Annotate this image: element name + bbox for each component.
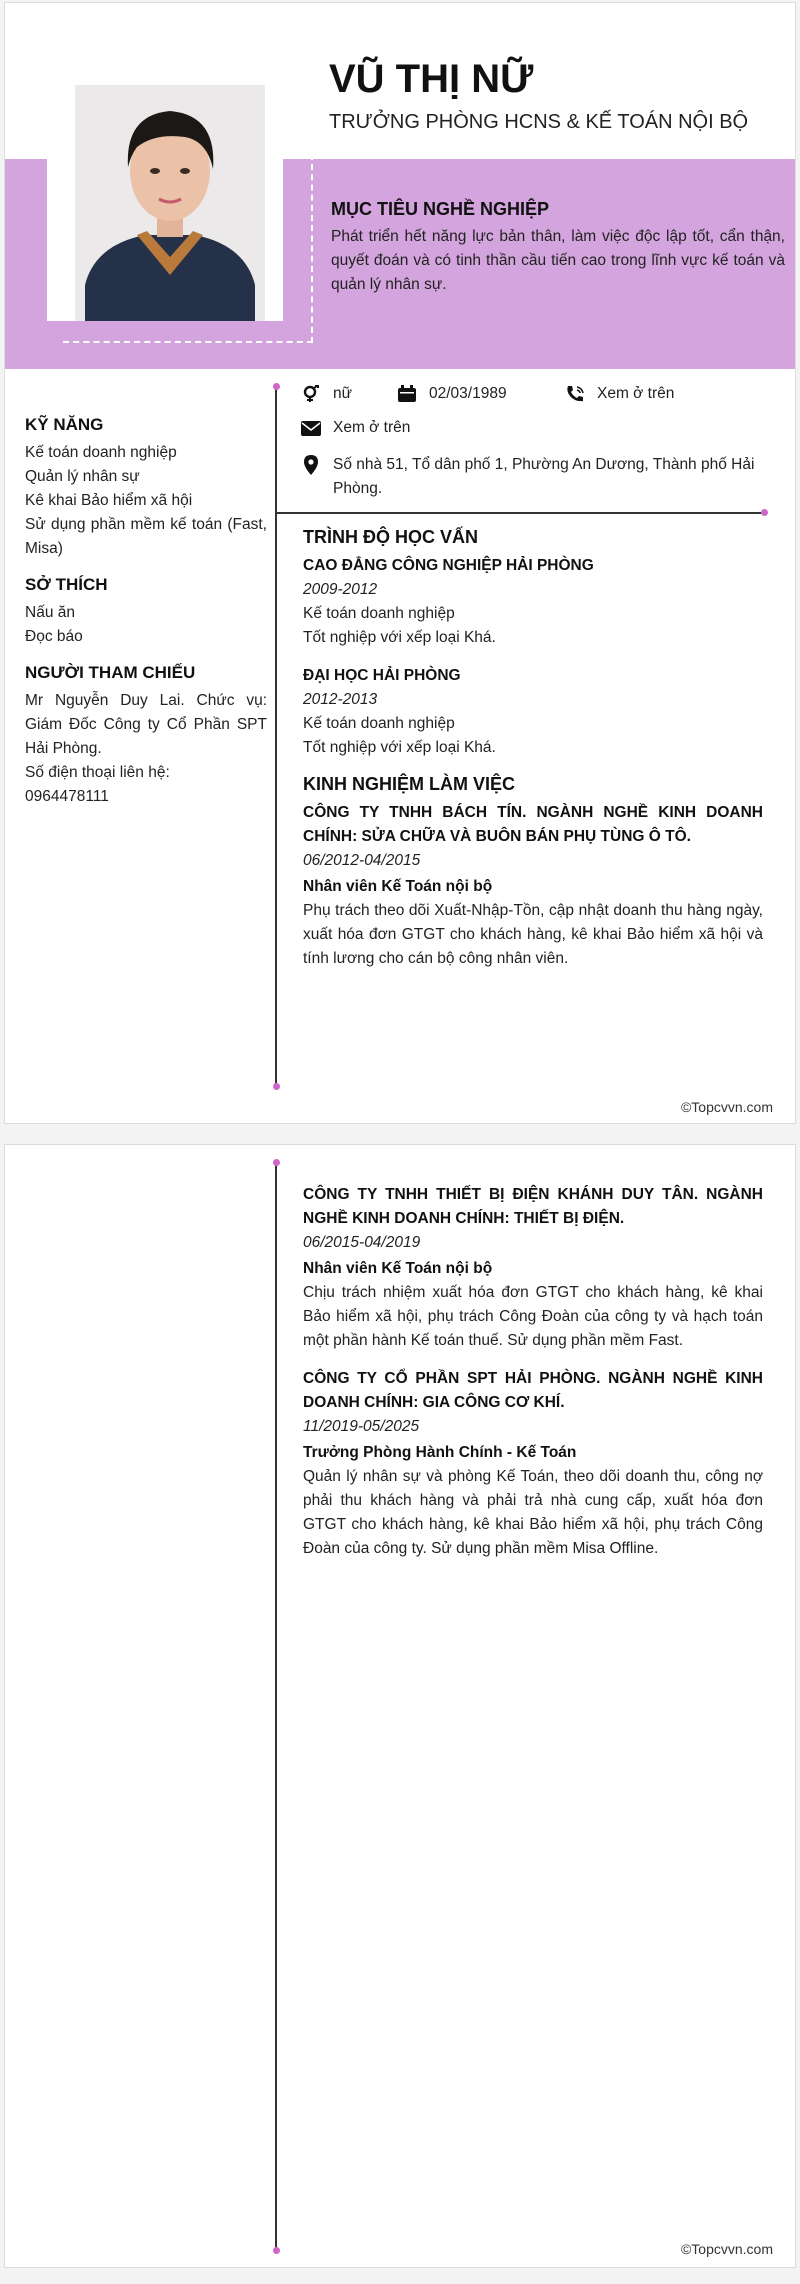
timeline-line — [275, 386, 277, 1086]
experience-role: Trưởng Phòng Hành Chính - Kế Toán — [303, 1444, 577, 1461]
info-email — [301, 419, 410, 437]
gender-icon — [301, 385, 321, 403]
education-title: TRÌNH ĐỘ HỌC VẤN — [303, 527, 478, 547]
timeline-dot-bottom — [273, 1083, 280, 1090]
dob-value: 02/03/1989 — [429, 385, 507, 402]
skill-item: Kê khai Bảo hiểm xã hội — [25, 492, 193, 509]
calendar-icon — [397, 385, 417, 403]
experience-role: Nhân viên Kế Toán nội bộ — [303, 878, 493, 895]
education-period: 2009-2012 — [303, 581, 378, 598]
info-dob — [397, 385, 507, 403]
experience-period: 11/2019-05/2025 — [303, 1418, 420, 1435]
timeline-dot-top — [273, 1159, 280, 1166]
reference-phone-label: Số điện thoại liên hệ: — [25, 764, 170, 781]
profile-photo — [75, 85, 265, 321]
candidate-job-title: TRƯỞNG PHÒNG HCNS & KẾ TOÁN NỘI BỘ — [329, 111, 749, 133]
company-name: CÔNG TY TNHH BÁCH TÍN. NGÀNH NGHỀ KINH DOANH CHÍNH: SỬA CHỮA VÀ BUÔN BÁN PHỤ TÙNG Ô TÔ. — [303, 804, 763, 845]
objective-text: Phát triển hết năng lực bản thân, làm việc độc lập tốt, cẩn thận, quyết đoán và có tinh thần cầu tiến cao trong lĩnh vực kế toán và quản lý nhân sự. — [331, 228, 785, 293]
cv-page-1 — [4, 2, 796, 1124]
divider-dot — [761, 509, 768, 516]
experience-role: Nhân viên Kế Toán nội bộ — [303, 1260, 493, 1277]
timeline-dot-bottom — [273, 2247, 280, 2254]
reference-phone: 0964478111 — [25, 788, 109, 805]
address-value: Số nhà 51, Tổ dân phố 1, Phường An Dương, Thành phố Hải Phòng. — [333, 456, 755, 497]
info-divider — [276, 512, 764, 514]
cv-page-2 — [4, 1144, 796, 2268]
hobbies-title: SỞ THÍCH — [25, 575, 108, 594]
skill-item: Kế toán doanh nghiệp — [25, 444, 177, 461]
phone-icon — [565, 385, 585, 403]
experience-item — [303, 1367, 763, 1561]
hobby-item: Nấu ăn — [25, 604, 75, 621]
objective-title: MỤC TIÊU NGHỀ NGHIỆP — [331, 199, 550, 219]
education-major: Kế toán doanh nghiệp — [303, 605, 455, 622]
experience-period: 06/2015-04/2019 — [303, 1234, 421, 1251]
company-name: CÔNG TY CỔ PHẦN SPT HẢI PHÒNG. NGÀNH NGHỀ KINH DOANH CHÍNH: GIA CÔNG CƠ KHÍ. — [303, 1370, 763, 1411]
footer-copyright: ©Topcvvn.com — [680, 1099, 773, 1115]
education-item — [303, 554, 763, 650]
hobbies-section — [25, 575, 267, 649]
references-title: NGƯỜI THAM CHIẾU — [25, 663, 196, 682]
experience-desc: Chịu trách nhiệm xuất hóa đơn GTGT cho khách hàng, kê khai Bảo hiểm xã hội, phụ trách Công Đoàn của công ty và hạch toán một phần hành Kế toán thuế. Sử dụng phần mềm Fast. — [303, 1284, 763, 1349]
map-pin-icon — [301, 455, 321, 473]
education-note: Tốt nghiệp với xếp loại Khá. — [303, 629, 496, 646]
education-note: Tốt nghiệp với xếp loại Khá. — [303, 739, 496, 756]
experience-item — [303, 1183, 763, 1353]
experience-item — [303, 801, 763, 971]
timeline-line — [275, 1161, 277, 2249]
company-name: CÔNG TY TNHH THIẾT BỊ ĐIỆN KHÁNH DUY TÂN. NGÀNH NGHỀ KINH DOANH CHÍNH: THIẾT BỊ ĐIỆN. — [303, 1186, 763, 1227]
timeline-dot-top — [273, 383, 280, 390]
experience-title: KINH NGHIỆM LÀM VIỆC — [303, 774, 516, 794]
info-address — [301, 453, 761, 501]
experience-desc: Phụ trách theo dõi Xuất-Nhập-Tồn, cập nhật doanh thu hàng ngày, xuất hóa đơn GTGT cho khách hàng, kê khai Bảo hiểm xã hội và tính lương cho cán bộ công nhân viên. — [303, 902, 763, 967]
school-name: CAO ĐẲNG CÔNG NGHIỆP HẢI PHÒNG — [303, 557, 594, 574]
references-section — [25, 663, 267, 809]
reference-text: Mr Nguyễn Duy Lai. Chức vụ: Giám Đốc Công ty Cổ Phần SPT Hải Phòng. — [25, 692, 267, 757]
experience-desc: Quản lý nhân sự và phòng Kế Toán, theo dõi doanh thu, công nợ phải thu khách hàng và phải trả nhà cung cấp, xuất hóa đơn GTGT cho khách hàng, kê khai Bảo hiểm xã hội, phụ trách Công Đoàn của công ty. Sử dụng phần mềm Misa Offline. — [303, 1468, 763, 1557]
education-period: 2012-2013 — [303, 691, 378, 708]
info-phone — [565, 385, 674, 403]
footer-copyright: ©Topcvvn.com — [680, 2241, 773, 2257]
skills-section — [25, 415, 267, 561]
gender-value: nữ — [333, 385, 352, 402]
hobby-item: Đọc báo — [25, 628, 83, 645]
skills-title: KỸ NĂNG — [25, 415, 104, 434]
right-column-continued — [303, 1183, 763, 1575]
experience-period: 06/2012-04/2015 — [303, 852, 421, 869]
left-column — [25, 415, 267, 823]
candidate-name: VŨ THỊ NỮ — [329, 57, 534, 101]
right-column — [303, 527, 763, 985]
info-gender — [301, 385, 352, 403]
skill-item: Sử dụng phần mềm kế toán (Fast, Misa) — [25, 516, 267, 557]
school-name: ĐẠI HỌC HẢI PHÒNG — [303, 667, 461, 684]
envelope-icon — [301, 419, 321, 437]
skill-item: Quản lý nhân sự — [25, 468, 140, 485]
education-item — [303, 664, 763, 760]
phone-value: Xem ở trên — [597, 385, 675, 402]
education-major: Kế toán doanh nghiệp — [303, 715, 455, 732]
email-value: Xem ở trên — [333, 419, 411, 436]
